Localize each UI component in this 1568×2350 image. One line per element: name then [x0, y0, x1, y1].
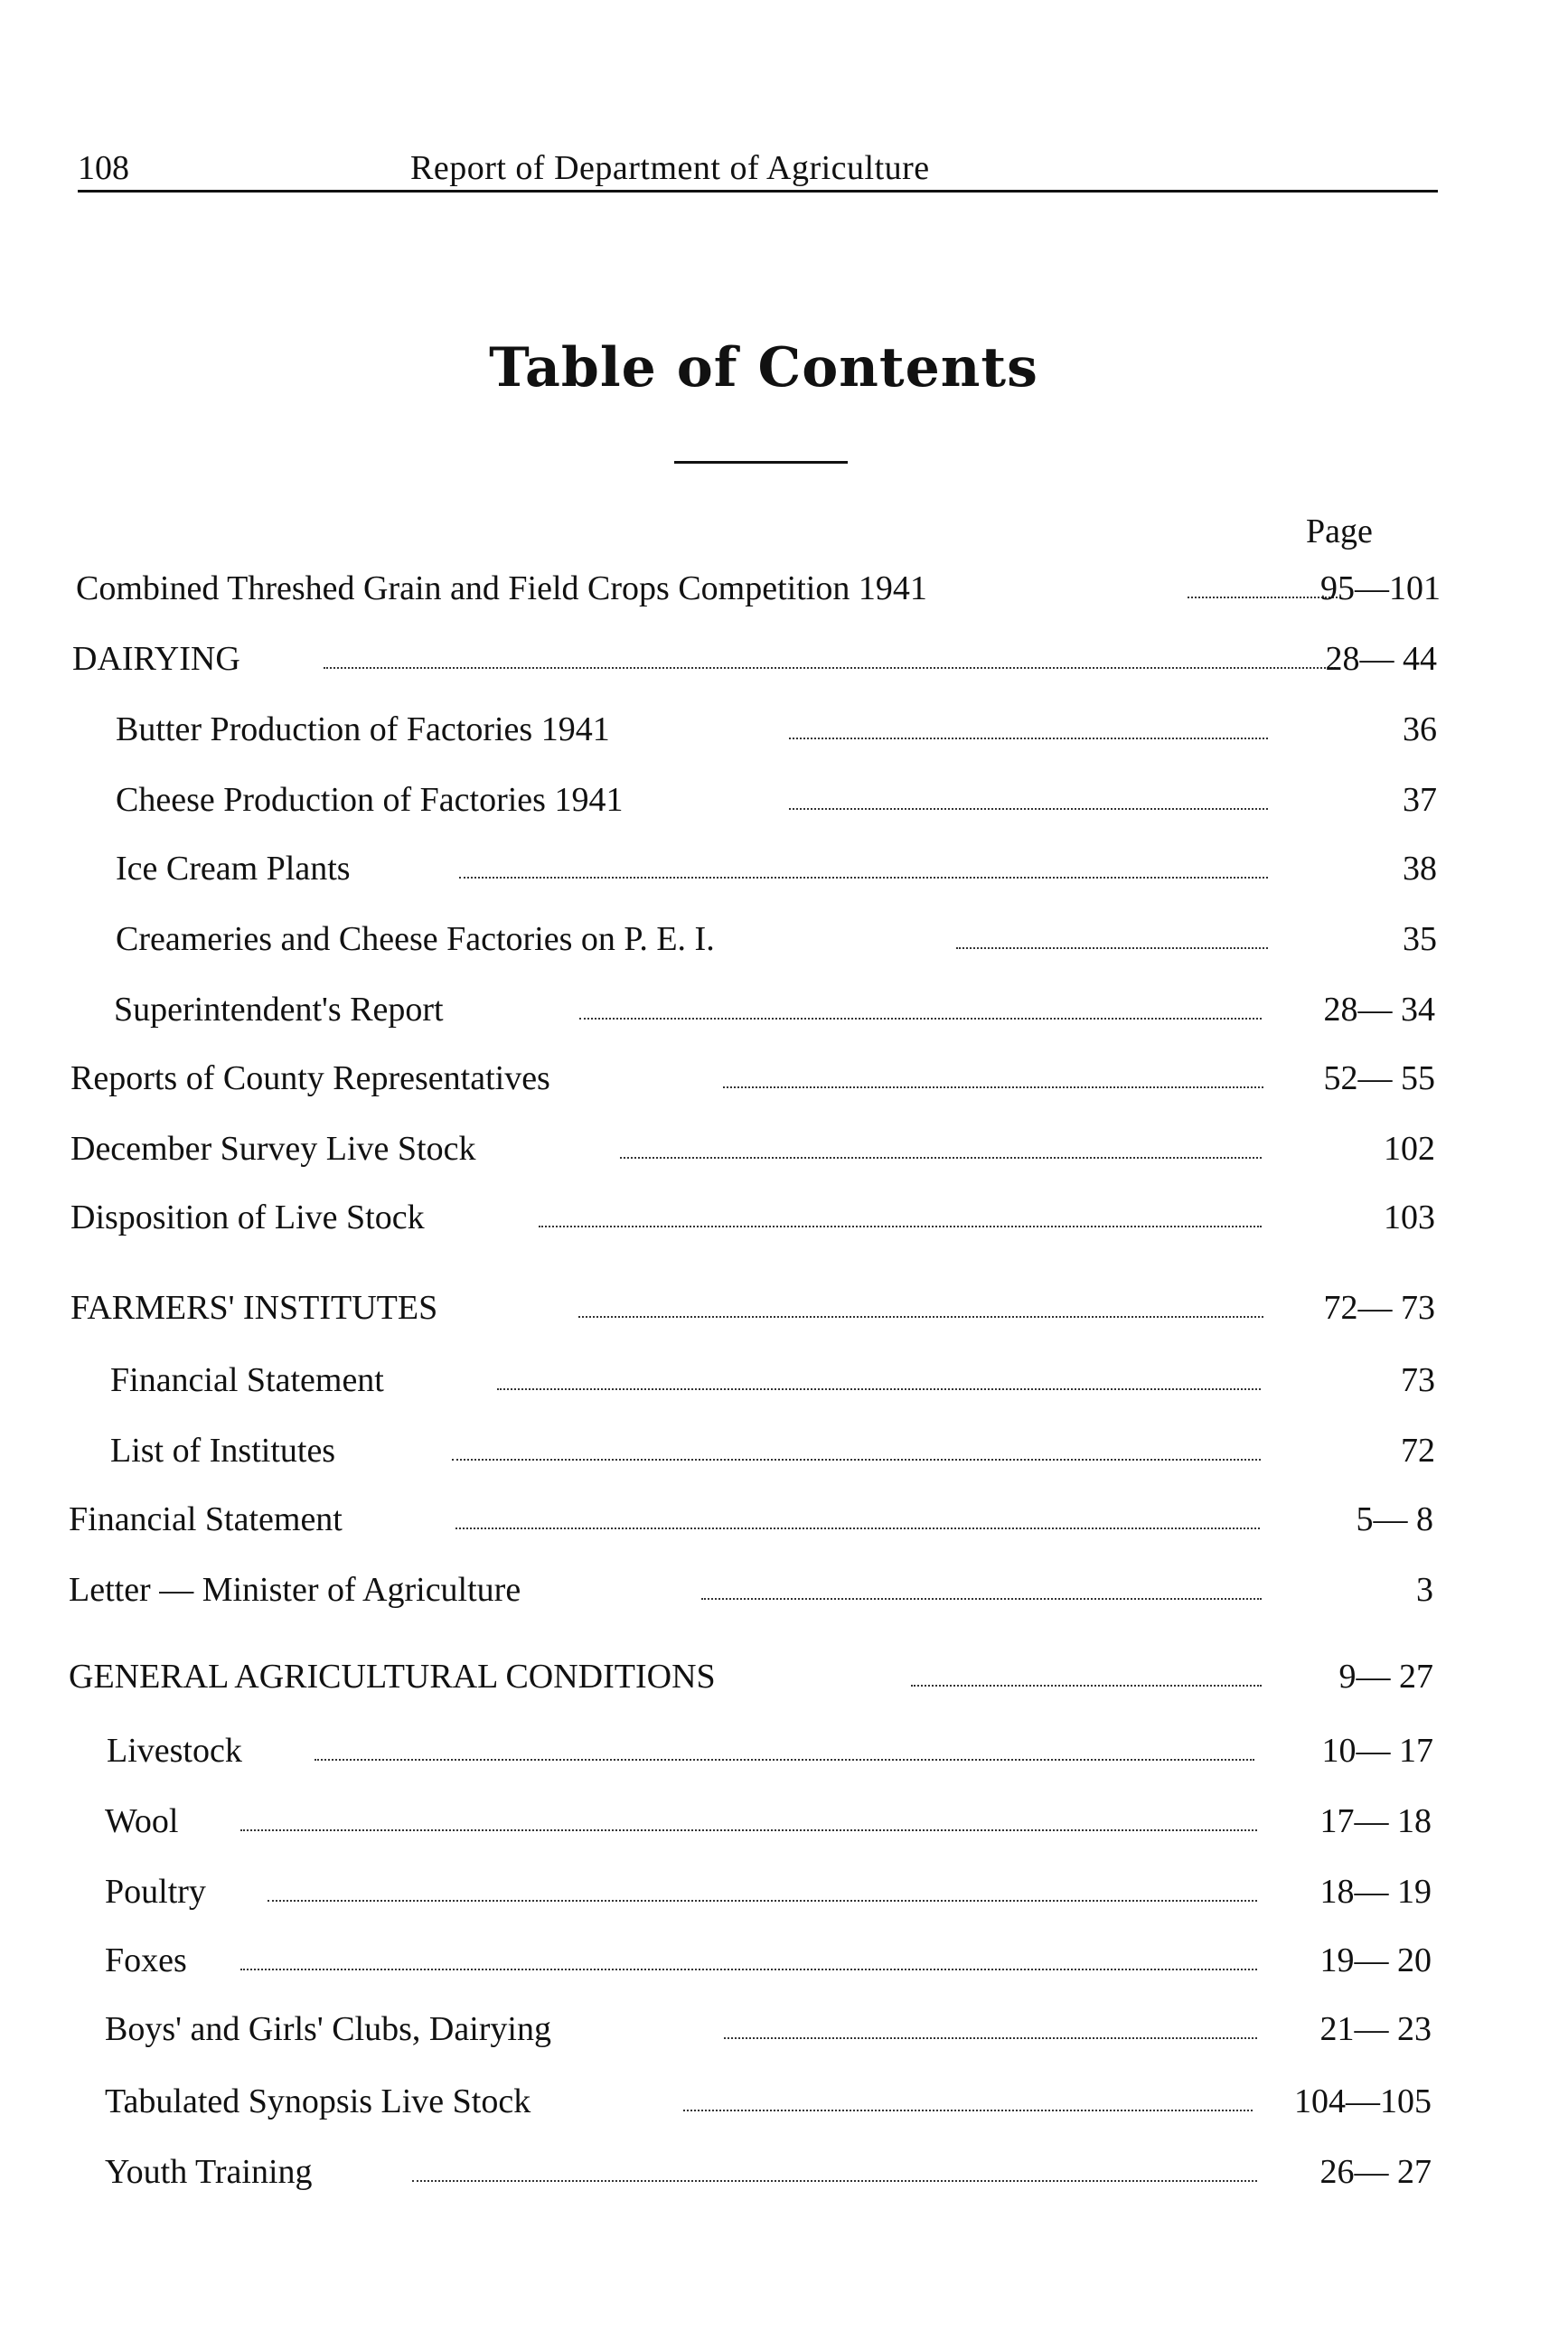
toc-entry-leader [579, 1018, 1262, 1020]
toc-entry-pages: 102 [1384, 1130, 1435, 1168]
toc-entry-label: Youth Training [105, 2153, 313, 2191]
toc-entry-label: DAIRYING [72, 640, 240, 678]
toc-entry-pages: 18— 19 [1319, 1873, 1432, 1911]
toc-entry-pages: 19— 20 [1319, 1941, 1432, 1979]
toc-entry-leader [452, 1459, 1261, 1461]
toc-entry-label: Cheese Production of Factories 1941 [116, 781, 624, 819]
toc-entry-label: GENERAL AGRICULTURAL CONDITIONS [69, 1658, 716, 1696]
toc-entry-leader [315, 1759, 1254, 1761]
toc-entry [110, 1358, 1437, 1403]
toc-entry [105, 1869, 1437, 1914]
toc-entry-pages: 103 [1384, 1198, 1435, 1236]
toc-entry-leader [683, 2110, 1253, 2111]
toc-entry-leader [459, 877, 1268, 879]
toc-entry-label: Combined Threshed Grain and Field Crops Competition 1941 [76, 569, 927, 607]
toc-entry-leader [620, 1157, 1262, 1159]
toc-entry-pages: 38 [1403, 850, 1437, 888]
toc-entry [105, 2079, 1437, 2124]
toc-entry [110, 1428, 1437, 1473]
toc-entry [69, 1567, 1437, 1612]
toc-entry [107, 1728, 1437, 1773]
toc-entry-pages: 95—101 [1320, 569, 1441, 607]
toc-entry-leader [956, 947, 1268, 949]
toc-entry [105, 2149, 1437, 2195]
toc-entry-label: Foxes [105, 1941, 187, 1979]
toc-entry [116, 916, 1437, 962]
toc-entry-leader [497, 1388, 1261, 1390]
toc-entry [76, 566, 1441, 611]
running-title: Report of Department of Agriculture [410, 149, 930, 187]
toc-entry-leader [789, 738, 1268, 739]
toc-entry-pages: 36 [1403, 710, 1437, 748]
toc-entry [69, 1654, 1437, 1699]
toc-title: Table of Contents [489, 336, 1038, 400]
toc-entry-label: Butter Production of Factories 1941 [116, 710, 610, 748]
toc-entry [116, 777, 1437, 822]
toc-entry-pages: 17— 18 [1319, 1802, 1432, 1840]
page-column-label: Page [1306, 512, 1373, 550]
toc-entry-pages: 5— 8 [1356, 1500, 1433, 1538]
toc-entry [116, 707, 1437, 752]
toc-entry-label: List of Institutes [110, 1432, 336, 1470]
toc-entry-leader [701, 1598, 1262, 1600]
toc-entry-leader [240, 1829, 1257, 1831]
toc-entry [72, 636, 1437, 682]
toc-entry [105, 2007, 1437, 2052]
toc-entry [105, 1799, 1437, 1844]
toc-entry-pages: 26— 27 [1319, 2153, 1432, 2191]
toc-entry [69, 1497, 1437, 1542]
title-rule [674, 461, 848, 464]
toc-entry-pages: 21— 23 [1319, 2010, 1432, 2048]
toc-entry [116, 846, 1437, 891]
toc-entry [114, 987, 1437, 1032]
toc-entry-pages: 28— 44 [1325, 640, 1437, 678]
toc-entry-pages: 104—105 [1294, 2082, 1432, 2120]
toc-entry [70, 1285, 1437, 1330]
toc-entry-label: Poultry [105, 1873, 206, 1911]
toc-entry-label: Wool [105, 1802, 179, 1840]
toc-entry-pages: 3 [1416, 1571, 1433, 1609]
toc-entry-leader [789, 808, 1268, 810]
toc-entry-label: Livestock [107, 1732, 242, 1770]
toc-entry-pages: 72— 73 [1323, 1289, 1435, 1327]
toc-entry-label: FARMERS' INSTITUTES [70, 1289, 438, 1327]
toc-entry [105, 1938, 1437, 1983]
toc-entry-label: Boys' and Girls' Clubs, Dairying [105, 2010, 551, 2048]
toc-entry [70, 1056, 1437, 1101]
toc-entry-pages: 52— 55 [1323, 1059, 1435, 1097]
toc-entry-pages: 10— 17 [1321, 1732, 1433, 1770]
toc-entry-leader [324, 667, 1336, 669]
toc-entry-leader [539, 1226, 1262, 1227]
toc-entry-leader [268, 1900, 1257, 1902]
toc-entry-pages: 72 [1401, 1432, 1435, 1470]
toc-entry-leader [240, 1969, 1257, 1970]
toc-entry-pages: 37 [1403, 781, 1437, 819]
toc-entry-leader [911, 1685, 1262, 1687]
toc-entry-leader [412, 2180, 1257, 2182]
toc-entry-label: Reports of County Representatives [70, 1059, 550, 1097]
toc-entry-leader [723, 1086, 1263, 1088]
toc-entry [70, 1195, 1437, 1240]
toc-entry-label: December Survey Live Stock [70, 1130, 476, 1168]
page-number: 108 [78, 149, 129, 187]
toc-entry-label: Letter — Minister of Agriculture [69, 1571, 521, 1609]
toc-entry-label: Disposition of Live Stock [70, 1198, 425, 1236]
toc-entry-pages: 73 [1401, 1361, 1435, 1399]
toc-entry-leader [724, 2037, 1257, 2039]
toc-entry-pages: 35 [1403, 920, 1437, 958]
toc-entry-pages: 9— 27 [1338, 1658, 1433, 1696]
toc-entry-label: Financial Statement [110, 1361, 384, 1399]
toc-entry-leader [455, 1528, 1260, 1529]
toc-entry-leader [578, 1316, 1263, 1318]
running-head [78, 146, 1438, 193]
toc-entry-label: Tabulated Synopsis Live Stock [105, 2082, 531, 2120]
toc-entry-label: Creameries and Cheese Factories on P. E. I. [116, 920, 715, 958]
toc-entry-label: Financial Statement [69, 1500, 343, 1538]
toc-entry-label: Ice Cream Plants [116, 850, 351, 888]
toc-entry-label: Superintendent's Report [114, 991, 444, 1029]
toc-entry-pages: 28— 34 [1323, 991, 1435, 1029]
toc-entry [70, 1126, 1437, 1171]
